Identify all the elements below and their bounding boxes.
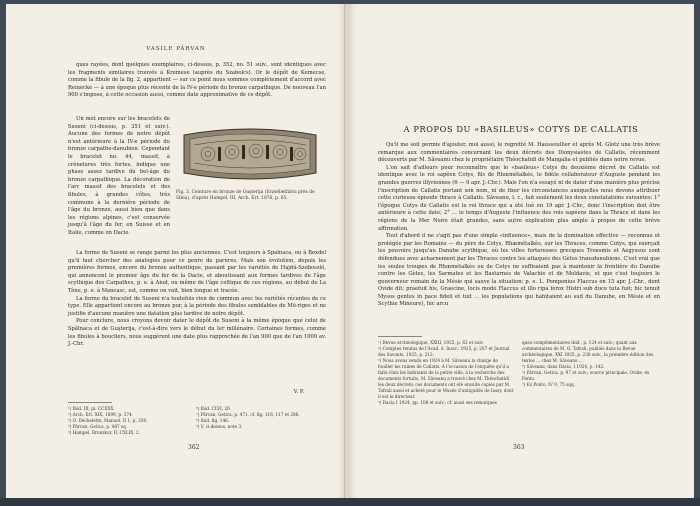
- footnote: ⁷) Ex Ponto, IV 9, 75 sqq.: [522, 382, 575, 387]
- footnote-rule: [378, 336, 422, 337]
- body-text: [378, 142, 660, 309]
- footnotes-left-column: [378, 340, 514, 406]
- body-text-bottom: [68, 250, 326, 349]
- footnote: ¹) Ibid. III, pl. CCXXX.: [68, 406, 115, 411]
- bronze-belt-figure: [176, 121, 324, 187]
- footnote: ⁹) V. ci-dessus, note 3.: [196, 424, 243, 429]
- footnote: ²) Arch. Ért. XIX, 1899, p. 374.: [68, 412, 134, 417]
- footnote: ⁶) Ibid. CLVI, 26.: [196, 406, 232, 411]
- right-page: [348, 4, 694, 500]
- footnote: ³) Nous avons vendu en 1924 à M. Săveanu la charge de fouiller les ruines de Callatis. A l'occasion de l'enquête qu'il a faite chez les habitants de la petite ville, à la recherche des documents fortuits, M. Săveanu a trouvé chez M. Théochatidi les deux décrets; ces documents ont été ensuite copiés par M. Tafrali aussi et acheté pour le Musée d'antiquités de Iassy, dont il est le directeur.: [378, 358, 514, 399]
- paragraph: La forme du bracelet de Suseni n'a toutefois rien de commun avec les variétés récentes de ce type. Elle appartient encore au bronze pur, à la période des fibules semblables de Mö-riges et ne justifie d'aucune manière une datation plus tardive de notre dépôt.: [68, 295, 326, 317]
- footnote: ⁴) Dacia I 1924, pp. 108 et suiv.; cf. aussi ses remarques: [378, 400, 497, 405]
- footnotes-right-column: [522, 340, 662, 388]
- footnote: ⁵) Săveanu, dans Dacia, I 1924, p. 142.: [522, 364, 605, 369]
- bronze-belt-illustration: [176, 121, 324, 187]
- footnote: ⁴) Pârvan, Getica, p. 487 sq.: [68, 424, 128, 429]
- signature: V. P.: [293, 389, 304, 395]
- footnotes-right-column: [196, 406, 328, 430]
- paragraph: La forme de Suseni se range parmi les plus anciennes. C'est toujours à Spalnaca, ou à Bexdel qu'il faut chercher des analogies pour ce genre de parures. Mais son évolution, depuis les premières formes, encore du bronze authentique, passant par les variétés de Hajdú-Szoboszló, qui annoncent le premier âge du fer de la Dacie, et aboutissant aux formes tardives de l'âge scythique des Carpathes, p. e. à Aiud, ou même de l'âge celtique de ces régions, au début de La Tène, p. e. à Mancasc, est, comme on voit, bien longue et tracée.: [68, 250, 326, 294]
- footnote: ³) O. Déchelette, Manuel, II 1, p. 330.: [68, 418, 148, 423]
- paragraph: Qu'il me soit permis d'ajouter, moi aussi, le regretté M. Haussoullier et après M. Glotz une très brève remarque aux commentaires concernant les deux décrets des Dionysiastes de Callatis, récemment découverts par M. Săveanu chez le propriétaire Théochatidi de Mangalia et publiés dans notre revue.: [378, 142, 660, 164]
- page-number: 362: [188, 444, 200, 451]
- paragraph: Pour conclure, nous croyons devoir dater le dépôt de Suseni à la même époque que celui de Spălnaca et de Guşterija, c'est-à-dire vers le début du Ier millénaire. Certaines formes, comme les fibules à boucliers, nous suggèrent une date plus rapprochée de l'an 900 que de l'an 1000 av. J.-Chr.: [68, 318, 326, 348]
- body-text-wrap: [68, 116, 170, 238]
- footnote: ⁵) Hampel, Bronzkor, II, CXLIX, 2.: [68, 430, 140, 435]
- footnote: ²) Comptes rendus de l'Acad. d. Inscr., 1925, p. 207 et Journal des Savants, 1925, p. 212.: [378, 346, 510, 357]
- footnote: ⁸) Ibid. fig. 146.: [196, 418, 230, 423]
- body-text-top: [68, 62, 326, 100]
- paragraph: L'on sait d'ailleurs pour reconnaître que le «basileus» Cotys du deuxième décret de Callatis est identique avec le roi sapéen Cotys, fils de Rhœmétalkès, le fidèle collaborateur d'Auguste pendant les grandes guerres illyriennes (6 — 9 apr. J.-Chr.). Mais l'on n'a essayé ni de dater d'une manière plus précise l'inscription de Callatis portant son nom, ni de fixer les circonstances auxquelles nous devons attribuer cette curieuse épisode thrace à Callatis. Săveanu, l. c., fait seulement les deux constatations suivantes: 1° l'époque Cotys de Callatis est le roi thrace qui a été tué en 19 apr. J.-Chr., donc l'inscription doit être antérieure à cette date; 2° ... le temps d'Auguste l'influence des rois sapéens dans la Thrace et dans les régions de la Mer Noire était grandes, sans autre explication plus ample à propos de cette brève affirmation.: [378, 164, 660, 232]
- footnote: ⁶) Pârvan, Getica, p. 97 et suiv.; source principale, Ovide, ex Ponto.: [522, 370, 650, 381]
- running-head: VASILE PÂRVAN: [146, 46, 206, 52]
- footnote-rule: [68, 402, 112, 403]
- page-number: 363: [513, 444, 525, 451]
- footnote: ques complémentaires ibid., p. 124 et suiv.; quant aux commentaires de M. O. Tafrali, publiés dans la Revue archéologique, XXI 1925, p. 238 suiv., la première édition des textes ... chez M. Săveanu ...: [522, 340, 654, 363]
- figure-caption: Fig. 3. Ceinture en bronze de Guşterija (Erzsébetfalva près de Sibiu), d'après Hampel, III, Arch. Ért. 1876, p. 65.: [176, 190, 315, 201]
- paragraph: ques rayées, dont quelques exemplaires, ci-dessus, p. 352, no. 51 suiv., sont identiques avec les fragments similaires trouvés à Kremese (auprès du Szabolcs). Or le dépôt de Kemecse, comme la fibule de la fig. 2, appartient — sur ce point nous sommes complètement d'accord avec Reinecke — à une époque plus récente de la IV-e période du bronze carpathique. De nouveau l'an 900 s'impose, à cette occasion aussi, comme date approximative de ce dépôt.: [68, 62, 326, 99]
- paragraph: Un mot encore sur les bracelets de Suseni (ci-dessus, p. 351 et suiv.). Aucune des formes de notre dépôt n'est antérieure à la IV-e période du bronze carpatho-danubien. Cependant le bracelet no. 44, massif, à crénelures très fortes, indique une phase assez tardive du bel-âge du bronze carpathique. La décoration de l'arc massif des bracelets et des fibules, à grandes côtes, très commune à la dernière période de l'âge du bronze, aussi bien que dans les régions alpines, c'est conservée jusqu'à l'âge du fer, en Suisse et en Italie, comme on Dacie.: [68, 116, 170, 236]
- article-title: A PROPOS DU «BASILEUS» COTYS DE CALLATIS: [403, 124, 639, 134]
- paragraph: Tout d'abord il ne s'agit pas d'une simple «influence», mais de la domination effective — reconnue et protégée par les Romains — du père de Cotys, Rhæmétalkès, sur les Thraces, comme Cotys, qui exerçait les pouvoirs jusqu'au Danube scythique, où les villes forteresses grecques Troesmis et Aegyssus sont défendues avec acharnement par les Thraces contre les attaques des Gètes transdanubiens. C'est vrai que les seules troupes de Rhœmétalkès ou de Cotys ne suffisaient pas à maintenir la frontière du Danube contre les Gètes, les Sarmates et les Bastarnes de Valachie et de Moldavie, et que c'est toujours le gouverneur romain de la Mésie qui sauve la situation: p. e. L. Pomponius Flaccus en 15 apr. J.-Chr., dont Ovide dit: praefuit his, Graecine, locis modo Flaccus et illo ripa ferox Histri sub duce tuta fuit; hic tenuit Mysos gentes in pace fideli et tuit ... les populations qui habitaient au sud du Danube, en Mésie et en Scythie Mineure), hic arcu: [378, 233, 660, 308]
- footnote: ⁷) Pârvan, Getica, p. 471, cf. fig. 116, 117 et 286.: [196, 412, 300, 417]
- footnotes-left-column: [68, 406, 192, 436]
- footnote: ¹) Revue archéologique, XXIII, 1925, p. 62 et suiv.: [378, 340, 484, 345]
- left-page: [6, 4, 347, 500]
- book-cover-edge: [0, 498, 700, 506]
